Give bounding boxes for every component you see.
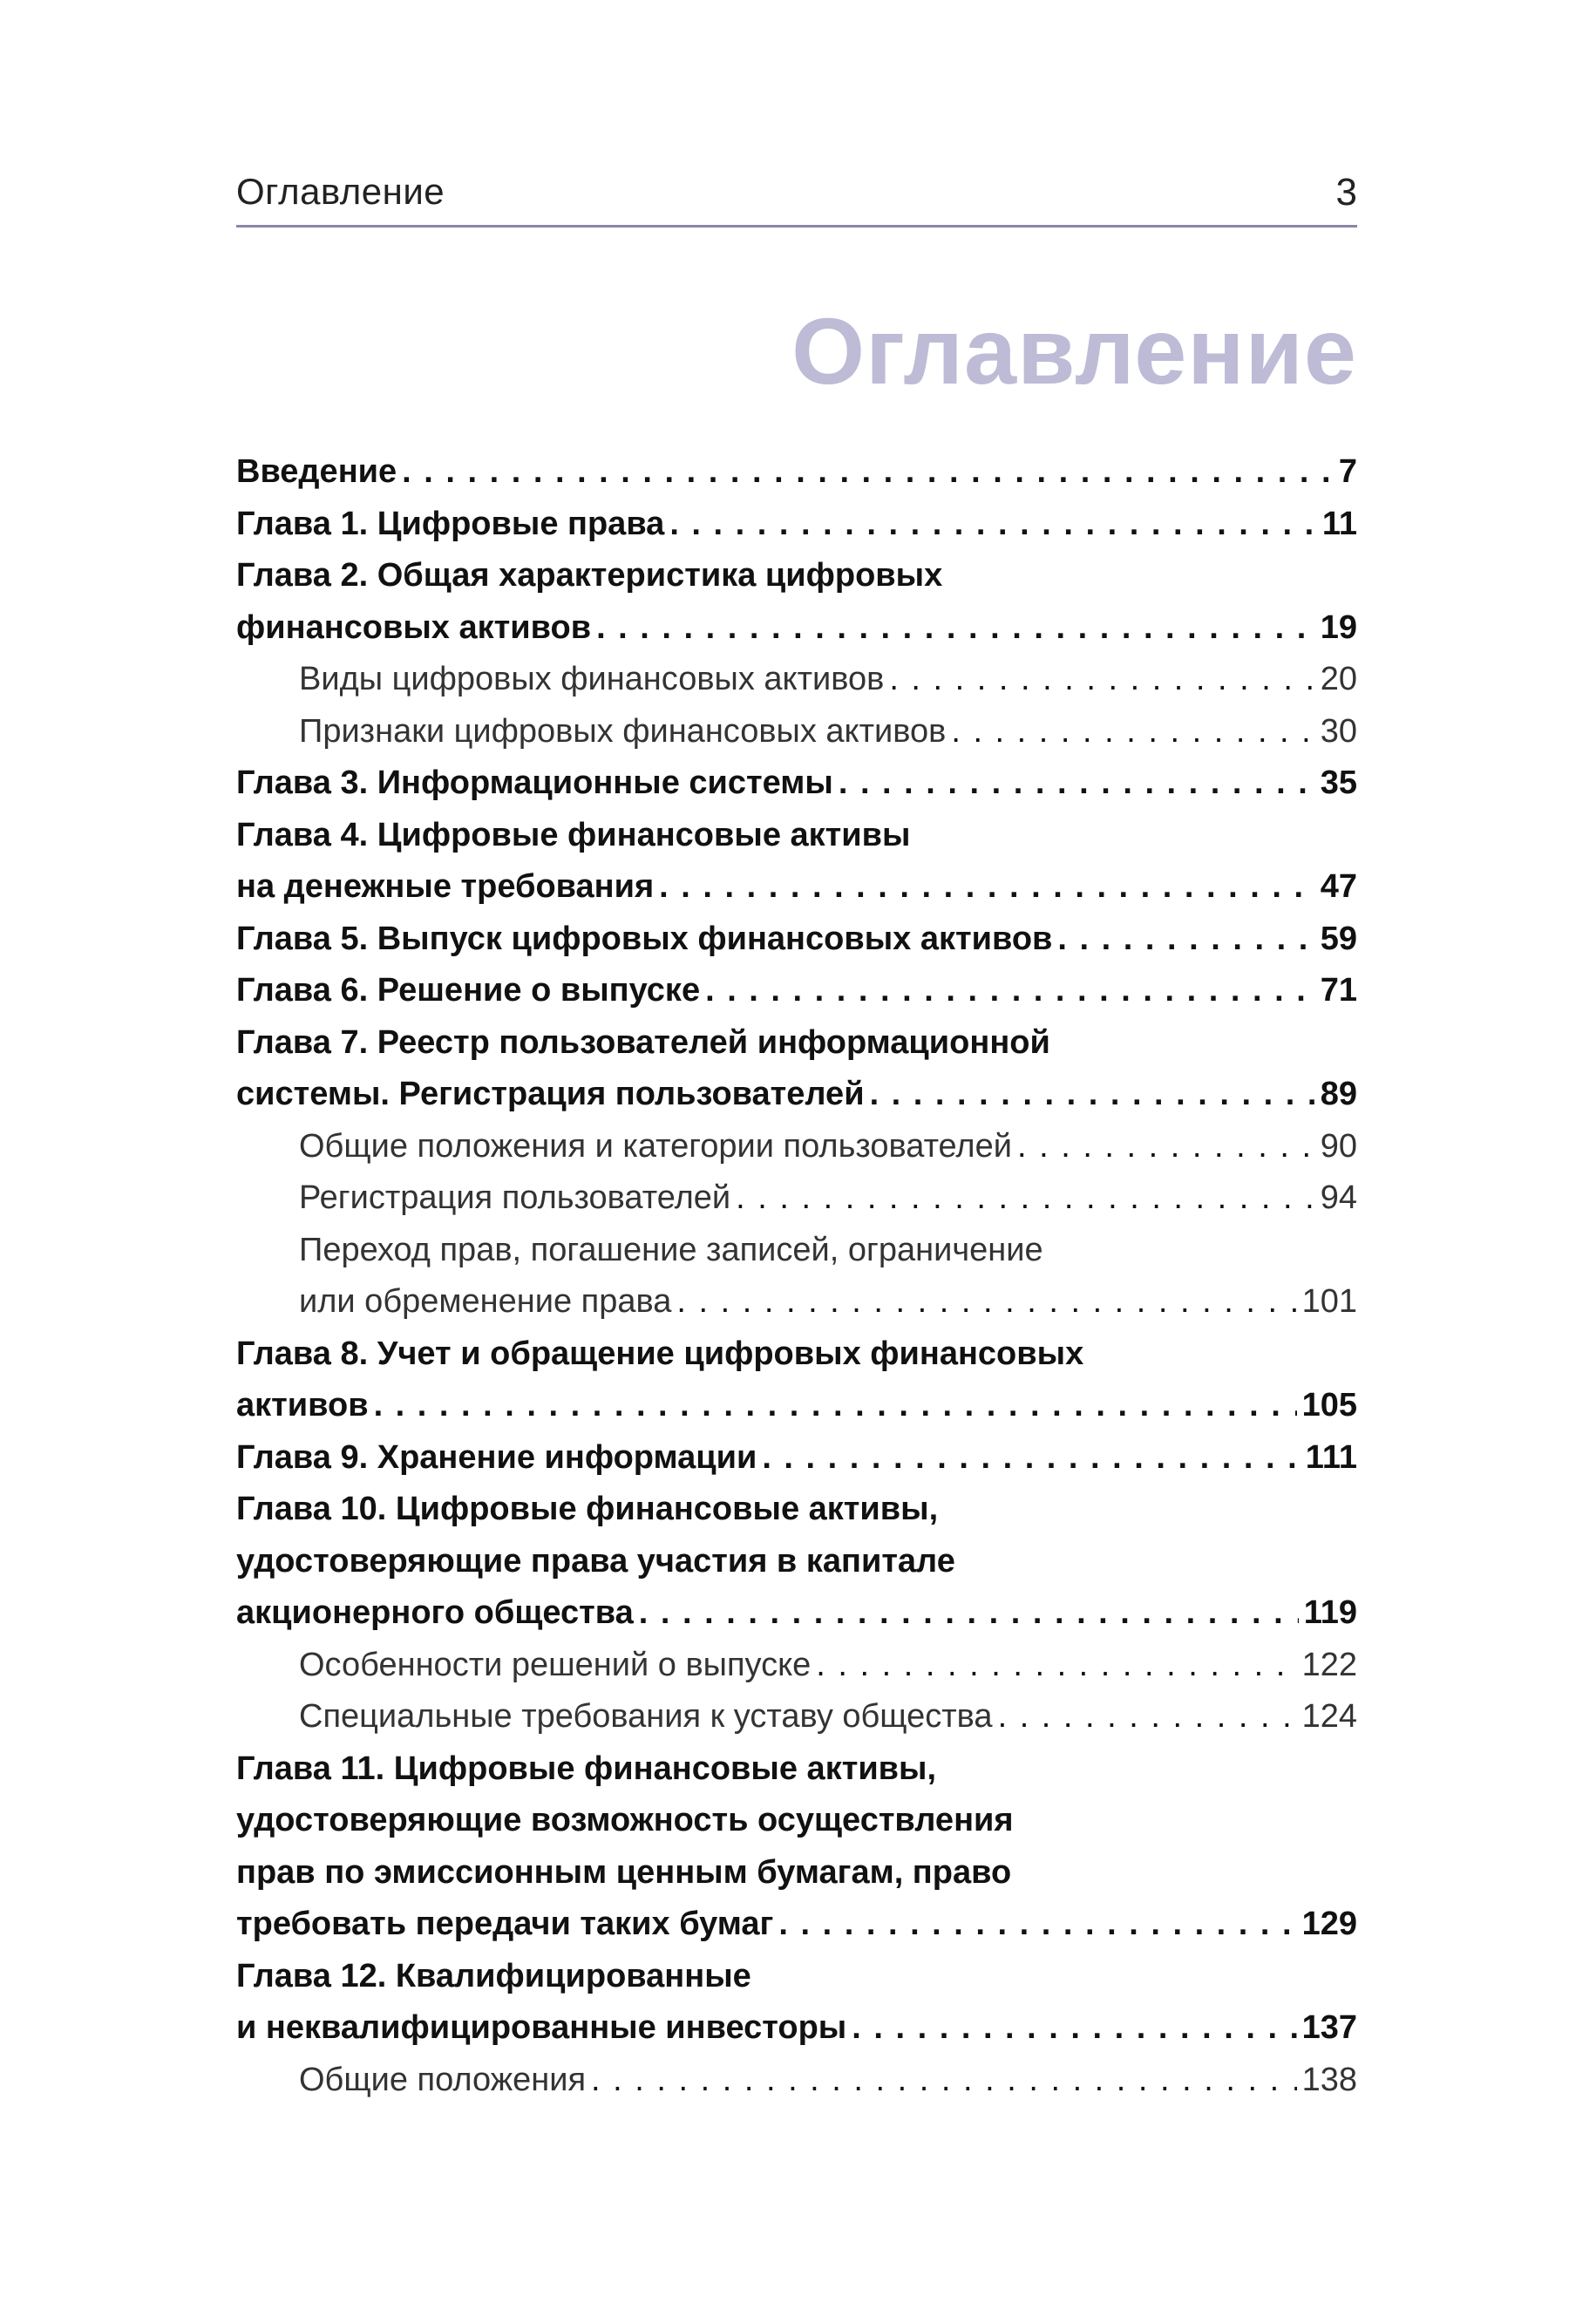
header-rule <box>236 225 1357 228</box>
dot-leader <box>889 654 1314 706</box>
toc-entry-page: 59 <box>1320 920 1357 957</box>
toc-entry-page: 124 <box>1301 1698 1357 1735</box>
toc-entry[interactable] <box>236 1743 1357 1796</box>
toc-entry[interactable] <box>236 1069 1357 1121</box>
toc-entry-title: удостоверяющие возможность осуществления <box>236 1802 1014 1838</box>
page-title: Оглавление <box>791 298 1357 404</box>
toc-entry-title: Глава 3. Информационные системы <box>236 764 833 801</box>
dot-leader <box>870 1069 1315 1121</box>
dot-leader <box>816 1640 1296 1692</box>
toc-entry[interactable] <box>236 758 1357 810</box>
toc-entry-page: 101 <box>1301 1283 1357 1320</box>
toc-entry-title: прав по эмиссионным ценным бумагам, право <box>236 1853 1012 1891</box>
toc-entry-page: 20 <box>1320 661 1357 697</box>
toc-entry[interactable] <box>236 965 1357 1017</box>
toc-entry-page: 137 <box>1301 2009 1357 2046</box>
page-number: 3 <box>1335 171 1357 214</box>
toc-entry-page: 105 <box>1301 1387 1357 1423</box>
toc-entry-title: Глава 4. Цифровые финансовые активы <box>236 816 911 853</box>
dot-leader <box>1017 1121 1315 1173</box>
toc-entry[interactable] <box>236 1225 1357 1277</box>
toc-entry[interactable] <box>236 1536 1357 1588</box>
toc-entry-page: 11 <box>1321 505 1357 542</box>
dot-leader <box>676 1276 1296 1328</box>
dot-leader <box>839 758 1315 810</box>
toc-entry[interactable] <box>236 1276 1357 1328</box>
toc-entry-title: Признаки цифровых финансовых активов <box>299 712 947 750</box>
toc-entry-title: Глава 1. Цифровые права <box>236 505 665 542</box>
toc-entry-page: 122 <box>1301 1646 1357 1683</box>
toc-entry-title: Глава 10. Цифровые финансовые активы, <box>236 1491 939 1527</box>
dot-leader <box>852 2002 1296 2055</box>
dot-leader <box>402 446 1334 499</box>
toc-entry-page: 35 <box>1320 764 1357 801</box>
toc-entry[interactable] <box>236 1795 1357 1847</box>
toc-entry[interactable] <box>236 914 1357 966</box>
toc-entry-title: или обременение права <box>299 1283 672 1320</box>
toc-entry[interactable] <box>236 1432 1357 1485</box>
toc-entry-title: Общие положения <box>299 2061 587 2098</box>
toc-entry-title: Глава 8. Учет и обращение цифровых финансовых <box>236 1335 1084 1372</box>
dot-leader <box>669 499 1317 551</box>
toc-entry-title: активов <box>236 1387 369 1423</box>
toc-entry[interactable] <box>236 1484 1357 1536</box>
toc-entry-page: 7 <box>1338 453 1357 490</box>
toc-entry-page: 71 <box>1320 972 1357 1009</box>
toc-entry-title: требовать передачи таких бумаг <box>236 1906 774 1942</box>
toc-entry-title: Переход прав, погашение записей, ограничение <box>299 1231 1043 1268</box>
toc-entry-title: Глава 5. Выпуск цифровых финансовых активов <box>236 920 1053 957</box>
toc-entry-title: удостоверяющие права участия в капитале <box>236 1542 955 1580</box>
toc-entry-title: Особенности решений о выпуске <box>299 1646 812 1683</box>
dot-leader <box>591 2055 1297 2107</box>
dot-leader <box>1057 914 1314 966</box>
dot-leader <box>659 861 1315 914</box>
toc-entry[interactable] <box>236 2002 1357 2055</box>
toc-entry-page: 94 <box>1320 1179 1357 1216</box>
toc-entry-title: Общие положения и категории пользователей <box>299 1127 1012 1165</box>
toc-entry-page: 89 <box>1320 1076 1357 1112</box>
toc-entry[interactable] <box>236 1172 1357 1225</box>
toc-entry[interactable] <box>236 706 1357 758</box>
toc-entry[interactable] <box>236 1640 1357 1692</box>
toc-entry-page: 90 <box>1320 1127 1357 1165</box>
dot-leader <box>639 1587 1299 1640</box>
toc-entry-page: 111 <box>1305 1438 1357 1476</box>
toc-entry[interactable] <box>236 499 1357 551</box>
toc-entry-page: 119 <box>1303 1594 1357 1631</box>
dot-leader <box>762 1432 1300 1485</box>
toc-entry-page: 19 <box>1320 608 1357 646</box>
dot-leader <box>998 1691 1297 1743</box>
toc-entry-title: Введение <box>236 453 397 490</box>
toc-entry-title: финансовых активов <box>236 608 592 646</box>
dot-leader <box>596 602 1315 655</box>
dot-leader <box>374 1380 1297 1432</box>
toc-entry[interactable] <box>236 1380 1357 1432</box>
toc-entry-title: Виды цифровых финансовых активов <box>299 661 885 697</box>
toc-entry[interactable] <box>236 1899 1357 1951</box>
toc-entry[interactable] <box>236 446 1357 499</box>
toc-entry[interactable] <box>236 2055 1357 2107</box>
toc-entry[interactable] <box>236 1017 1357 1070</box>
toc-entry-title: системы. Регистрация пользователей <box>236 1076 865 1112</box>
toc-entry-title: Глава 12. Квалифицированные <box>236 1957 751 1994</box>
toc-entry[interactable] <box>236 1847 1357 1899</box>
toc-entry-title: Глава 2. Общая характеристика цифровых <box>236 557 943 594</box>
dot-leader <box>736 1172 1315 1225</box>
toc-entry-title: Специальные требования к уставу общества <box>299 1698 993 1735</box>
toc-entry[interactable] <box>236 1691 1357 1743</box>
toc-entry[interactable] <box>236 810 1357 862</box>
toc-entry[interactable] <box>236 861 1357 914</box>
toc-entry-page: 129 <box>1301 1906 1357 1942</box>
running-head <box>236 171 1357 220</box>
toc-entry-title: и неквалифицированные инвесторы <box>236 2009 847 2046</box>
toc-entry-title: Глава 9. Хранение информации <box>236 1438 757 1476</box>
toc-entry[interactable] <box>236 550 1357 602</box>
running-head-title: Оглавление <box>236 171 445 212</box>
toc-entry-page: 47 <box>1320 868 1357 905</box>
toc-entry[interactable] <box>236 1328 1357 1381</box>
dot-leader <box>951 706 1314 758</box>
table-of-contents <box>236 446 1357 2106</box>
toc-entry[interactable] <box>236 1587 1357 1640</box>
toc-entry[interactable] <box>236 654 1357 706</box>
toc-entry-page: 30 <box>1320 712 1357 750</box>
toc-entry-title: на денежные требования <box>236 868 655 905</box>
toc-entry-title: Глава 6. Решение о выпуске <box>236 972 701 1009</box>
toc-entry[interactable] <box>236 1121 1357 1173</box>
dot-leader <box>705 965 1315 1017</box>
dot-leader <box>778 1899 1296 1951</box>
toc-entry[interactable] <box>236 1951 1357 2003</box>
toc-entry[interactable] <box>236 602 1357 655</box>
toc-entry-title: Глава 7. Реестр пользователей информационной <box>236 1023 1050 1061</box>
toc-entry-page: 138 <box>1301 2061 1357 2098</box>
toc-entry-title: Регистрация пользователей <box>299 1179 731 1216</box>
toc-entry-title: Глава 11. Цифровые финансовые активы, <box>236 1750 937 1787</box>
toc-entry-title: акционерного общества <box>236 1594 634 1631</box>
